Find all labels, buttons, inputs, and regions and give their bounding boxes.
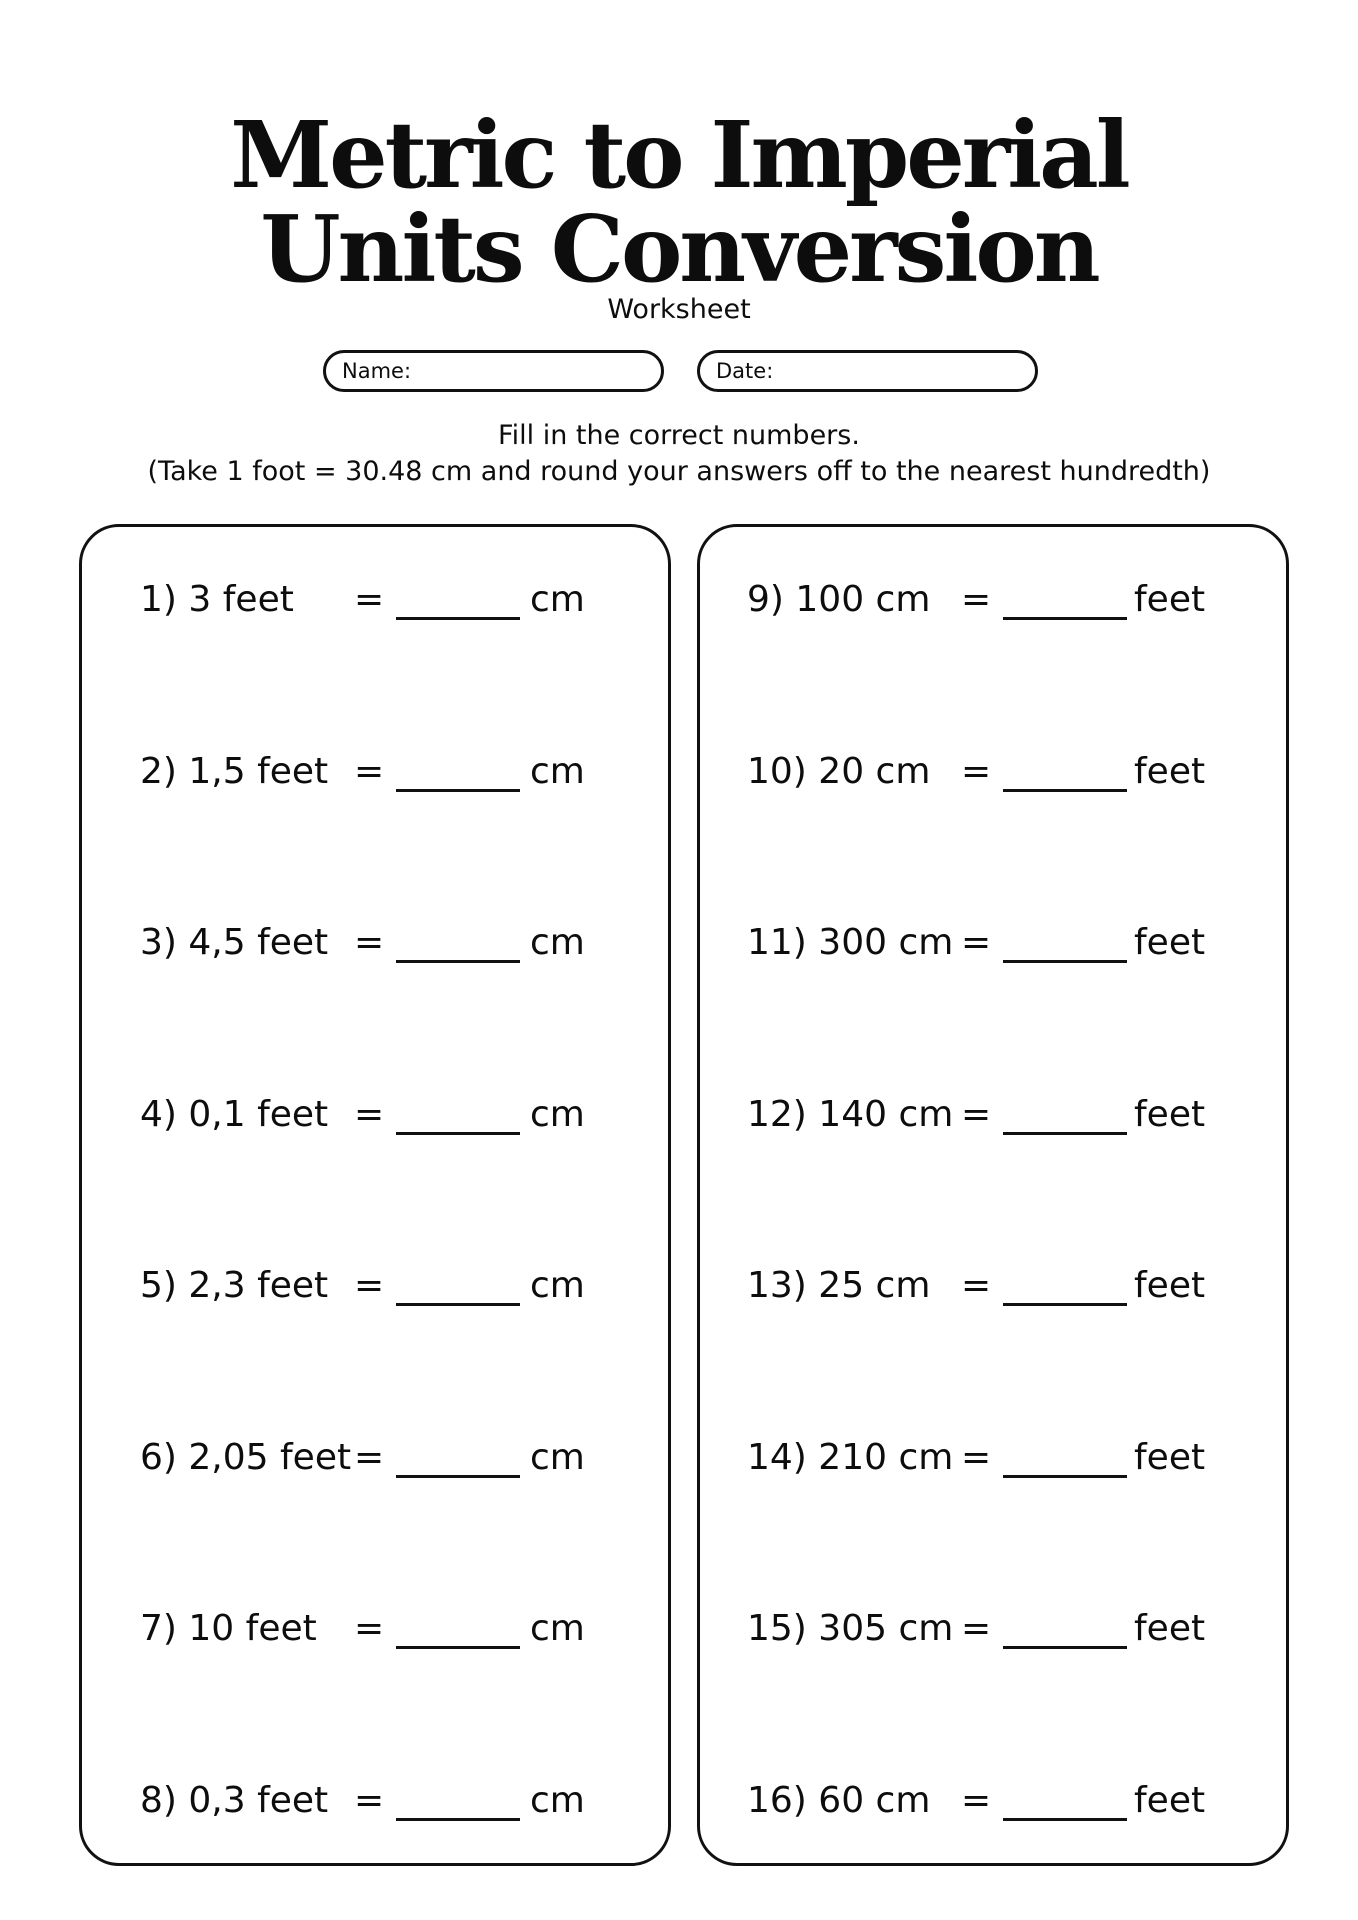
problem-question: 14) 210 cm [747, 1437, 954, 1478]
answer-blank[interactable] [396, 960, 520, 963]
answer-blank[interactable] [1003, 1818, 1127, 1821]
answer-unit: cm [530, 1608, 585, 1649]
answer-unit: feet [1134, 579, 1206, 620]
problem-8 [82, 1776, 668, 1826]
answer-unit: cm [530, 751, 585, 792]
problem-question: 3) 4,5 feet [140, 922, 329, 963]
title-line-1: Metric to Imperial [230, 101, 1128, 209]
equals-sign: = [354, 1608, 385, 1649]
worksheet-title [0, 101, 1358, 303]
instruction-line-1: Fill in the correct numbers. [498, 420, 860, 451]
answer-blank[interactable] [1003, 960, 1127, 963]
instruction-line-2: (Take 1 foot = 30.48 cm and round your answers off to the nearest hundredth) [147, 456, 1211, 487]
answer-blank[interactable] [1003, 789, 1127, 792]
problem-15 [700, 1604, 1286, 1654]
equals-sign: = [354, 1265, 385, 1306]
equals-sign: = [961, 1094, 992, 1135]
answer-unit: feet [1134, 1094, 1206, 1135]
problem-5 [82, 1261, 668, 1311]
equals-sign: = [961, 922, 992, 963]
problem-question: 10) 20 cm [747, 751, 931, 792]
problem-question: 9) 100 cm [747, 579, 931, 620]
problem-3 [82, 918, 668, 968]
problem-10 [700, 747, 1286, 797]
problem-13 [700, 1261, 1286, 1311]
answer-blank[interactable] [1003, 1475, 1127, 1478]
problem-question: 13) 25 cm [747, 1265, 931, 1306]
problem-2 [82, 747, 668, 797]
answer-unit: feet [1134, 1265, 1206, 1306]
problem-12 [700, 1090, 1286, 1140]
answer-unit: cm [530, 922, 585, 963]
name-label: Name: [342, 359, 412, 383]
equals-sign: = [961, 751, 992, 792]
equals-sign: = [354, 579, 385, 620]
answer-blank[interactable] [1003, 1646, 1127, 1649]
answer-blank[interactable] [396, 1475, 520, 1478]
name-field[interactable] [323, 350, 664, 392]
answer-unit: cm [530, 1437, 585, 1478]
answer-unit: feet [1134, 751, 1206, 792]
answer-blank[interactable] [396, 1303, 520, 1306]
answer-unit: cm [530, 1094, 585, 1135]
right-problem-panel [697, 524, 1289, 1866]
answer-unit: feet [1134, 1608, 1206, 1649]
problem-question: 6) 2,05 feet [140, 1437, 352, 1478]
equals-sign: = [354, 751, 385, 792]
answer-blank[interactable] [396, 789, 520, 792]
answer-blank[interactable] [396, 1818, 520, 1821]
problem-11 [700, 918, 1286, 968]
problem-7 [82, 1604, 668, 1654]
problem-question: 12) 140 cm [747, 1094, 954, 1135]
problem-question: 11) 300 cm [747, 922, 954, 963]
problem-1 [82, 575, 668, 625]
problem-question: 15) 305 cm [747, 1608, 954, 1649]
equals-sign: = [354, 1780, 385, 1821]
equals-sign: = [961, 1608, 992, 1649]
answer-blank[interactable] [396, 1646, 520, 1649]
answer-blank[interactable] [396, 617, 520, 620]
problem-9 [700, 575, 1286, 625]
problem-question: 7) 10 feet [140, 1608, 317, 1649]
answer-unit: cm [530, 1780, 585, 1821]
problem-question: 1) 3 feet [140, 579, 294, 620]
title-line-2: Units Conversion [260, 195, 1098, 303]
problem-16 [700, 1776, 1286, 1826]
answer-blank[interactable] [396, 1132, 520, 1135]
answer-blank[interactable] [1003, 617, 1127, 620]
equals-sign: = [354, 922, 385, 963]
problem-question: 16) 60 cm [747, 1780, 931, 1821]
answer-blank[interactable] [1003, 1132, 1127, 1135]
answer-unit: feet [1134, 1780, 1206, 1821]
problem-14 [700, 1433, 1286, 1483]
problem-4 [82, 1090, 668, 1140]
problem-question: 2) 1,5 feet [140, 751, 329, 792]
worksheet-subtitle: Worksheet [607, 294, 751, 325]
left-problem-panel [79, 524, 671, 1866]
answer-unit: feet [1134, 922, 1206, 963]
answer-unit: feet [1134, 1437, 1206, 1478]
answer-unit: cm [530, 579, 585, 620]
problem-question: 4) 0,1 feet [140, 1094, 329, 1135]
problem-question: 5) 2,3 feet [140, 1265, 329, 1306]
equals-sign: = [961, 579, 992, 620]
equals-sign: = [961, 1265, 992, 1306]
date-field[interactable] [697, 350, 1038, 392]
equals-sign: = [354, 1094, 385, 1135]
equals-sign: = [354, 1437, 385, 1478]
date-label: Date: [716, 359, 774, 383]
answer-blank[interactable] [1003, 1303, 1127, 1306]
answer-unit: cm [530, 1265, 585, 1306]
problem-6 [82, 1433, 668, 1483]
equals-sign: = [961, 1780, 992, 1821]
equals-sign: = [961, 1437, 992, 1478]
problem-question: 8) 0,3 feet [140, 1780, 329, 1821]
